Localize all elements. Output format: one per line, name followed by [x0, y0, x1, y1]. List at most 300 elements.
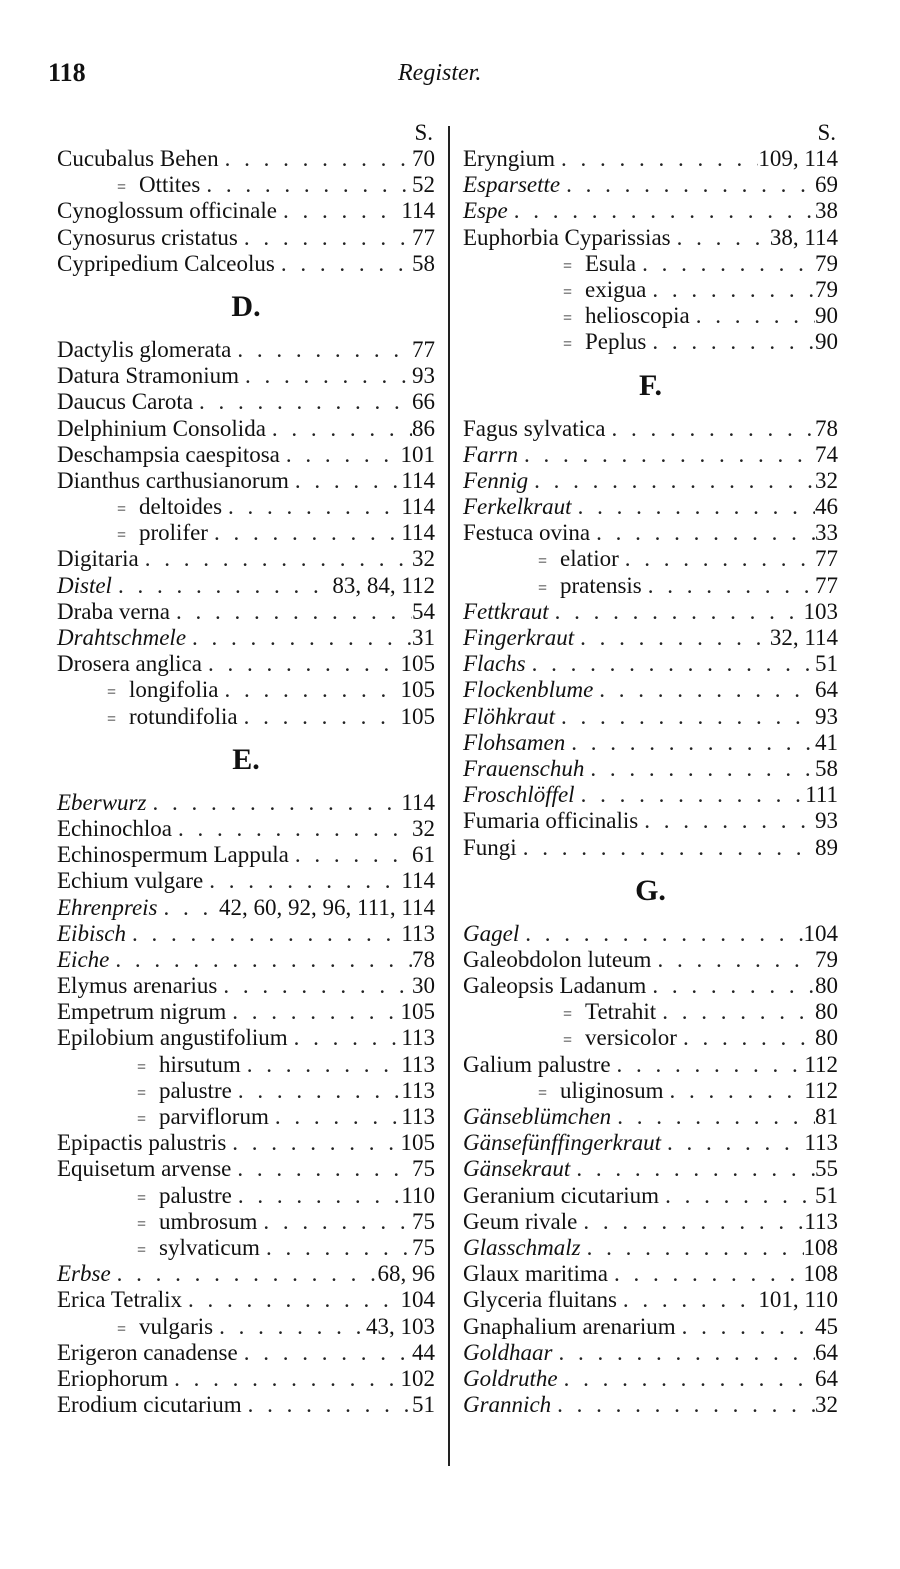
index-entry [57, 999, 435, 1025]
ditto-mark: = [137, 1111, 147, 1128]
dot-leader [200, 172, 412, 198]
entry-name-wrapper [463, 225, 671, 251]
dot-leader [555, 704, 815, 730]
entry-name-wrapper [463, 1392, 551, 1418]
entry-name: Epipactis palustris [57, 1130, 227, 1156]
index-entry [57, 973, 435, 999]
dot-leader [231, 337, 412, 363]
entry-page: 45 [815, 1313, 838, 1339]
index-entry [57, 146, 435, 172]
dot-leader [217, 973, 412, 999]
s-label: S. [817, 120, 836, 145]
entry-name-wrapper [463, 1078, 664, 1107]
ditto-mark: = [137, 1058, 147, 1076]
index-entry [463, 651, 838, 677]
entry-name-wrapper [463, 704, 555, 730]
entry-name-wrapper [57, 625, 186, 651]
dot-leader [611, 1104, 815, 1130]
entry-name: Empetrum nigrum [57, 999, 227, 1025]
entry-page: 51 [815, 1182, 838, 1208]
dot-leader [170, 599, 412, 625]
entry-page: 103 [803, 598, 838, 624]
index-entry [57, 520, 435, 546]
index-entry [57, 599, 435, 625]
entry-page: 108 [803, 1261, 838, 1287]
entry-name-wrapper [57, 1209, 257, 1238]
entry-page: 70 [412, 146, 435, 171]
index-entry [57, 790, 435, 816]
dot-leader [575, 782, 806, 808]
entry-page: 42, 60, 92, 96, 111, 114 [219, 894, 435, 920]
entry-name: uliginosum [560, 1077, 664, 1103]
entry-name: Peplus [585, 329, 647, 355]
entry-name: Tetrahit [585, 999, 657, 1025]
entry-name: Daucus Carota [57, 389, 194, 415]
index-entry [463, 546, 838, 572]
entry-name-wrapper [57, 1156, 231, 1182]
entry-name-wrapper [57, 895, 158, 921]
entry-name-wrapper [57, 251, 275, 277]
entry-name-wrapper [463, 973, 646, 999]
entry-name-wrapper [463, 1130, 661, 1156]
entry-name: elatior [560, 546, 619, 572]
dot-leader [677, 1025, 815, 1051]
dot-leader [269, 1104, 401, 1130]
ditto-mark: = [137, 1189, 147, 1207]
entry-page: 66 [412, 389, 435, 415]
entry-name: Fettkraut [463, 598, 549, 624]
entry-name-wrapper [57, 842, 289, 868]
entry-name: Elymus arenarius [57, 973, 218, 999]
page-column-label [463, 120, 838, 146]
dot-leader [565, 730, 815, 756]
entry-name: Esula [585, 250, 637, 276]
index-entry [57, 651, 435, 677]
index-entry [463, 1183, 838, 1209]
entry-name: Geranium cicutarium [463, 1182, 660, 1208]
entry-name-wrapper [57, 790, 146, 816]
index-entry [463, 756, 838, 782]
index-entry [57, 895, 435, 921]
entry-page: 46 [815, 494, 838, 520]
dot-leader [139, 546, 412, 572]
entry-name-wrapper [57, 573, 112, 599]
entry-page: 69 [815, 172, 838, 198]
dot-leader [241, 1052, 402, 1078]
entry-name-wrapper [57, 704, 238, 733]
index-entry [57, 416, 435, 442]
ditto-mark: = [107, 684, 117, 702]
dot-leader [213, 1314, 366, 1340]
dot-leader [676, 1314, 815, 1340]
entry-page: 114 [401, 868, 435, 894]
dot-leader [646, 973, 815, 999]
entry-page: 38, 114 [769, 224, 838, 250]
entry-name-wrapper [463, 1287, 617, 1313]
entry-name: Glyceria fluitans [463, 1287, 617, 1313]
index-entry [463, 704, 838, 730]
entry-name: Dactylis glomerata [57, 336, 232, 362]
index-entry [57, 1314, 435, 1340]
entry-page: 78 [815, 415, 838, 441]
entry-name: sylvaticum [159, 1234, 260, 1260]
index-entry [463, 172, 838, 198]
entry-name: Ottites [139, 172, 201, 198]
dot-leader [659, 1183, 815, 1209]
entry-name: Flohsamen [463, 729, 566, 755]
entry-name-wrapper [463, 146, 555, 172]
entry-name-wrapper [57, 363, 239, 389]
entry-name: prolifer [139, 520, 208, 546]
entry-name: versicolor [585, 1025, 677, 1051]
section-letter: D. [231, 289, 261, 323]
entry-name: Goldhaar [463, 1339, 553, 1365]
entry-name-wrapper [463, 329, 646, 358]
entry-name: Digitaria [57, 546, 139, 572]
entry-page: 105 [400, 999, 435, 1025]
index-entry [57, 494, 435, 520]
index-entry [57, 1261, 435, 1287]
entry-name-wrapper [57, 520, 208, 549]
dot-leader [208, 520, 401, 546]
dot-leader [651, 947, 815, 973]
entry-page: 112 [804, 1051, 838, 1077]
entry-page: 61 [412, 842, 435, 868]
index-entry [463, 251, 838, 277]
index-entry [57, 704, 435, 730]
entry-name: Flockenblume [463, 677, 594, 703]
entry-page: 105 [400, 651, 435, 677]
dot-leader [508, 198, 815, 224]
entry-page: 51 [815, 651, 838, 677]
dot-leader [574, 625, 770, 651]
dot-leader [226, 1130, 400, 1156]
entry-page: 54 [412, 598, 435, 624]
column-divider [448, 126, 450, 1466]
entry-name-wrapper [463, 1314, 676, 1340]
entry-name-wrapper [57, 225, 238, 251]
entry-name: Drosera anglica [57, 651, 202, 677]
entry-name: Flöhkraut [463, 703, 555, 729]
entry-name-wrapper [57, 1183, 232, 1212]
entry-page: 108 [803, 1234, 838, 1260]
index-entry [57, 868, 435, 894]
dot-leader [581, 1235, 804, 1261]
right-column [463, 120, 838, 1418]
index-entry [463, 329, 838, 355]
entry-page: 44 [412, 1339, 435, 1365]
entry-page: 83, 84, 112 [332, 572, 435, 598]
entry-page: 58 [815, 755, 838, 781]
ditto-mark: = [538, 579, 548, 597]
entry-page: 79 [815, 276, 838, 302]
entry-name-wrapper [57, 337, 231, 363]
index-entry [57, 1183, 435, 1209]
entry-name-wrapper [57, 468, 289, 494]
dot-leader [570, 1156, 815, 1182]
entry-name-wrapper [57, 198, 277, 224]
dot-leader [288, 1025, 402, 1051]
entry-name-wrapper [463, 947, 651, 973]
index-entry [57, 546, 435, 572]
dot-leader [519, 921, 803, 947]
dot-leader [605, 416, 815, 442]
entry-page: 81 [815, 1104, 838, 1129]
entry-name: Cypripedium Calceolus [57, 250, 275, 276]
entry-name-wrapper [57, 999, 226, 1025]
dot-leader [642, 573, 815, 599]
index-entry [463, 1078, 838, 1104]
entry-name: Epilobium angustifolium [57, 1025, 288, 1051]
index-entry [57, 1130, 435, 1156]
entry-name: Fagus sylvatica [463, 415, 606, 441]
dot-leader [577, 1209, 804, 1235]
ditto-mark: = [137, 1084, 147, 1102]
entry-name: Frauenschuh [463, 755, 585, 781]
entry-name-wrapper [463, 782, 575, 808]
entry-page: 74 [815, 441, 838, 467]
entry-name: Cucubalus Behen [57, 146, 219, 171]
dot-leader [219, 146, 412, 172]
entry-name-wrapper [57, 1104, 269, 1133]
entry-page: 77 [412, 336, 435, 362]
entry-page: 93 [412, 363, 435, 389]
index-entry [463, 835, 838, 861]
ditto-mark: = [117, 179, 127, 197]
ditto-mark: = [563, 1032, 573, 1050]
dot-leader [275, 251, 412, 277]
index-entry [463, 1156, 838, 1182]
dot-leader [112, 573, 332, 599]
index-entry [463, 947, 838, 973]
entry-page: 68, 96 [377, 1261, 435, 1287]
entry-page: 32 [412, 546, 435, 572]
index-entry [57, 1156, 435, 1182]
index-entry [463, 1104, 838, 1130]
index-entry [57, 816, 435, 842]
index-entry [463, 146, 838, 172]
entry-page: 32 [815, 1392, 838, 1418]
dot-leader [664, 1078, 805, 1104]
index-entry [463, 1392, 838, 1418]
entry-page: 114 [401, 494, 435, 520]
entry-page: 79 [815, 250, 838, 276]
entry-name-wrapper [463, 1209, 577, 1235]
entry-name-wrapper [463, 468, 528, 494]
entry-name: Erica Tetralix [57, 1287, 183, 1313]
entry-name-wrapper [57, 1052, 241, 1081]
dot-leader [690, 303, 815, 329]
dot-leader [146, 790, 401, 816]
entry-page: 51 [412, 1392, 435, 1418]
entry-name: Echinospermum Lappula [57, 842, 289, 868]
section-letter: G. [635, 873, 666, 907]
entry-page: 114 [401, 789, 435, 815]
index-entry [463, 1025, 838, 1051]
entry-name-wrapper [57, 1261, 111, 1287]
dot-leader [277, 198, 401, 224]
entry-name-wrapper [463, 1156, 570, 1182]
index-entry [57, 625, 435, 651]
index-entry [57, 1025, 435, 1051]
dot-leader [560, 172, 815, 198]
dot-leader [232, 1078, 402, 1104]
entry-name-wrapper [57, 677, 218, 706]
entry-page: 86 [412, 415, 435, 441]
index-entry [57, 337, 435, 363]
entry-name: Drahtschmele [57, 625, 187, 650]
entry-name-wrapper [463, 546, 619, 575]
dot-leader [646, 329, 815, 355]
dot-leader [238, 225, 412, 251]
entry-page: 105 [400, 703, 435, 729]
entry-name: Galeobdolon luteum [463, 946, 652, 972]
index-entry [57, 1235, 435, 1261]
entry-name-wrapper [57, 816, 172, 842]
dot-leader [186, 625, 412, 651]
index-entry [57, 442, 435, 468]
dot-leader [619, 546, 815, 572]
dot-leader [232, 1183, 402, 1209]
entry-page: 113 [401, 1025, 435, 1051]
entry-name-wrapper [463, 599, 549, 625]
entry-page: 114 [401, 198, 435, 224]
entry-page: 38 [815, 198, 838, 224]
index-entry [57, 1078, 435, 1104]
ditto-mark: = [538, 1084, 548, 1102]
entry-page: 93 [815, 703, 838, 729]
entry-page: 101 [400, 441, 435, 467]
dot-leader [280, 442, 401, 468]
entry-name: Gänsekraut [463, 1156, 571, 1182]
entry-name-wrapper [57, 1130, 226, 1156]
entry-name-wrapper [57, 1392, 242, 1418]
entry-name: Esparsette [463, 172, 561, 198]
entry-name-wrapper [463, 573, 642, 602]
dot-leader [111, 1261, 378, 1287]
entry-name: Fennig [463, 467, 529, 493]
entry-page: 77 [815, 572, 838, 598]
dot-leader [231, 1156, 412, 1182]
dot-leader [226, 999, 400, 1025]
entry-name: Flachs [463, 651, 526, 677]
entry-page: 93 [815, 808, 838, 834]
dot-leader [242, 1392, 412, 1418]
dot-leader [222, 494, 401, 520]
index-entry [57, 921, 435, 947]
entry-name-wrapper [57, 1366, 168, 1392]
entry-name-wrapper [463, 1340, 552, 1366]
entry-page: 80 [815, 973, 838, 999]
index-entry [57, 1392, 435, 1418]
index-entry [57, 1366, 435, 1392]
dot-leader [260, 1235, 412, 1261]
entry-name-wrapper [463, 251, 636, 280]
dot-leader [202, 651, 401, 677]
index-entry [463, 277, 838, 303]
dot-leader [239, 363, 412, 389]
entry-page: 55 [815, 1156, 838, 1182]
ditto-mark: = [107, 710, 117, 728]
page-header [48, 58, 838, 92]
dot-leader [638, 808, 815, 834]
index-entry [463, 1052, 838, 1078]
dot-leader [257, 1209, 412, 1235]
index-entry [463, 573, 838, 599]
entry-page: 113 [804, 1130, 838, 1156]
entry-page: 31 [412, 625, 435, 650]
ditto-mark: = [563, 310, 573, 328]
entry-name-wrapper [57, 947, 109, 973]
entry-page: 58 [412, 250, 435, 276]
page-number: 118 [48, 58, 86, 87]
ditto-mark: = [538, 553, 548, 571]
index-entry [463, 1261, 838, 1287]
entry-name: Farrn [463, 441, 518, 467]
left-column [57, 120, 435, 1418]
dot-leader [238, 704, 401, 730]
entry-name-wrapper [57, 1287, 182, 1313]
entry-name-wrapper [463, 520, 590, 546]
entry-name-wrapper [463, 677, 593, 703]
entry-name: Ferkelkraut [463, 494, 572, 520]
dot-leader [584, 756, 815, 782]
entry-name: Gnaphalium arenarium [463, 1313, 676, 1339]
entry-name: palustre [159, 1182, 232, 1208]
entry-name: helioscopia [585, 303, 690, 329]
entry-page: 111 [805, 782, 838, 808]
index-entry [463, 198, 838, 224]
ditto-mark: = [137, 1215, 147, 1233]
entry-name-wrapper [463, 277, 646, 306]
entry-page: 52 [412, 172, 435, 198]
entry-name-wrapper [463, 1052, 611, 1078]
index-entry [57, 225, 435, 251]
dot-leader [608, 1261, 804, 1287]
ditto-mark: = [563, 336, 573, 354]
page-column-label [57, 120, 435, 146]
dot-leader [671, 225, 770, 251]
entry-name-wrapper [57, 416, 266, 442]
entry-name-wrapper [57, 146, 219, 172]
entry-page: 112 [804, 1077, 838, 1103]
index-entry [463, 921, 838, 947]
index-entry [463, 225, 838, 251]
entry-name-wrapper [57, 442, 280, 468]
entry-name-wrapper [463, 1366, 558, 1392]
dot-leader [203, 868, 401, 894]
entry-name: longifolia [129, 677, 219, 703]
entry-name-wrapper [57, 494, 222, 523]
entry-name: pratensis [560, 572, 642, 598]
entry-name: Cynosurus cristatus [57, 224, 238, 250]
entry-name: Fungi [463, 834, 517, 860]
dot-leader [661, 1130, 804, 1156]
dot-leader [266, 416, 412, 442]
index-entry [57, 842, 435, 868]
entry-name-wrapper [57, 1314, 213, 1343]
entry-page: 41 [815, 729, 838, 755]
ditto-mark: = [117, 527, 127, 545]
ditto-mark: = [563, 1006, 573, 1024]
entry-page: 114 [401, 467, 435, 493]
entry-name: Eiche [57, 946, 110, 972]
entry-page: 43, 103 [366, 1313, 435, 1339]
dot-leader [617, 1287, 758, 1313]
entry-name: parviflorum [159, 1104, 269, 1129]
entry-page: 32 [815, 467, 838, 493]
dot-leader [172, 816, 412, 842]
